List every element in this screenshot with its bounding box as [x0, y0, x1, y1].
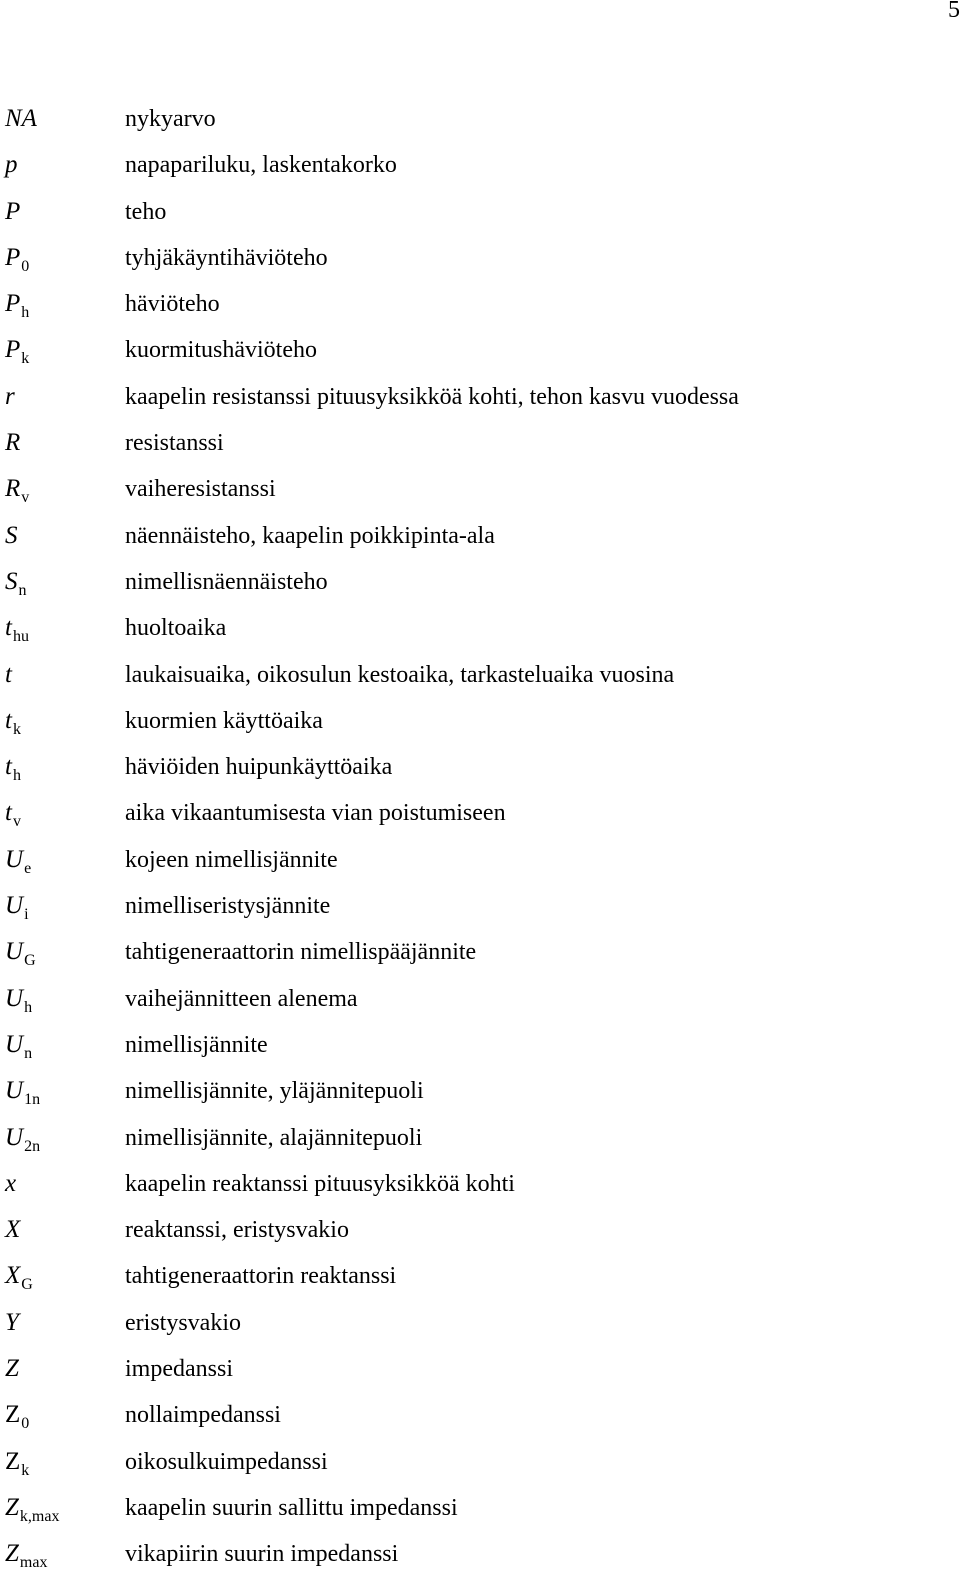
symbol: [5, 559, 27, 608]
symbol-subscript: k: [12, 720, 21, 738]
symbol-row: [0, 837, 960, 883]
symbol-base: x: [5, 1169, 17, 1197]
symbol-row: [0, 929, 960, 975]
symbol: [5, 652, 12, 698]
symbol-base: Z: [5, 1355, 19, 1383]
symbol-description: nimellisjännite, yläjännitepuoli: [125, 1078, 424, 1105]
symbol-row: [0, 1346, 960, 1392]
symbol: [5, 929, 36, 978]
symbol-description: vaiheresistanssi: [125, 476, 276, 503]
symbol-row: [0, 374, 960, 420]
symbol: [5, 1207, 20, 1253]
symbol-description: aika vikaantumisesta vian poistumiseen: [125, 800, 506, 827]
symbol-row: [0, 1531, 960, 1577]
symbol-base: X: [5, 1262, 21, 1290]
symbol: [5, 466, 29, 515]
symbol-description: kojeen nimellisjännite: [125, 846, 338, 873]
symbol-description: oikosulkuimpedanssi: [125, 1448, 328, 1475]
symbol: [5, 1161, 16, 1207]
symbol: [5, 698, 21, 747]
symbol-base: P: [5, 290, 21, 318]
symbol-row: [0, 1253, 960, 1299]
symbol-base: p: [5, 151, 18, 179]
symbol-subscript: G: [21, 1276, 33, 1294]
symbol-base: U: [5, 1030, 24, 1058]
symbol-description: kaapelin suurin sallittu impedanssi: [125, 1494, 458, 1521]
symbol-description: huoltoaika: [125, 615, 227, 642]
symbol-base: t: [5, 660, 12, 688]
symbol-base: U: [5, 984, 24, 1012]
symbol-row: [0, 883, 960, 929]
symbol-subscript: k: [21, 1461, 30, 1479]
symbol-base: X: [5, 1216, 21, 1244]
symbol-row: [0, 1068, 960, 1114]
symbol-description: häviöteho: [125, 291, 220, 318]
symbol: [5, 281, 29, 330]
symbol-row: [0, 420, 960, 466]
symbol-row: [0, 1207, 960, 1253]
symbol-description: näennäisteho, kaapelin poikkipinta-ala: [125, 522, 495, 549]
symbol-base: S: [5, 567, 18, 595]
symbol: [5, 744, 21, 793]
symbol-row: [0, 652, 960, 698]
symbol-base: U: [5, 845, 24, 873]
symbol-base: Z: [5, 1401, 21, 1429]
symbol-row: [0, 744, 960, 790]
symbol-description: teho: [125, 198, 167, 225]
symbol-base: t: [5, 706, 12, 734]
symbol-description: kaapelin reaktanssi pituusyksikköä kohti: [125, 1170, 515, 1197]
symbol-description: vikapiirin suurin impedanssi: [125, 1541, 399, 1568]
symbol-row: [0, 327, 960, 373]
symbol-base: P: [5, 197, 21, 225]
symbol: [5, 374, 15, 420]
symbol-base: U: [5, 1077, 24, 1105]
symbol-row: [0, 1022, 960, 1068]
symbol: [5, 837, 31, 886]
symbol-row: [0, 1439, 960, 1485]
symbol: [5, 790, 21, 839]
symbol-base: Z: [5, 1447, 21, 1475]
symbol-description: tyhjäkäyntihäviöteho: [125, 244, 328, 271]
symbol-description: resistanssi: [125, 430, 224, 457]
symbol-description: vaihejännitteen alenema: [125, 985, 358, 1012]
symbol-row: [0, 96, 960, 142]
symbol-list: [0, 96, 960, 1578]
symbol-subscript: max: [19, 1554, 48, 1572]
symbol-description: nimellisjännite, alajännitepuoli: [125, 1124, 423, 1151]
symbol-description: laukaisuaika, oikosulun kestoaika, tarkasteluaika vuosina: [125, 661, 675, 688]
symbol: [5, 1115, 40, 1164]
symbol: [5, 1439, 29, 1488]
symbol-subscript: v: [12, 813, 21, 831]
symbol-subscript: e: [24, 859, 32, 877]
symbol: [5, 1531, 47, 1580]
symbol-subscript: n: [24, 1044, 33, 1062]
symbol: [5, 1392, 29, 1441]
symbol-row: [0, 513, 960, 559]
symbol-base: Y: [5, 1308, 19, 1336]
symbol-subscript: h: [21, 304, 30, 322]
symbol-base: R: [5, 429, 21, 457]
symbol-subscript: hu: [12, 628, 29, 646]
page-number: 5: [948, 0, 960, 23]
symbol: [5, 142, 18, 188]
symbol-subscript: k: [21, 350, 30, 368]
symbol-base: R: [5, 475, 21, 503]
symbol-subscript: h: [24, 998, 33, 1016]
symbol-base: t: [5, 753, 12, 781]
symbol-description: impedanssi: [125, 1356, 233, 1383]
symbol: [5, 96, 37, 142]
symbol-base: r: [5, 382, 15, 410]
symbol-row: [0, 235, 960, 281]
symbol: [5, 189, 20, 235]
symbol-row: [0, 698, 960, 744]
symbol: [5, 235, 29, 284]
symbol-row: [0, 605, 960, 651]
symbol-subscript: 1n: [24, 1091, 41, 1109]
symbol-base: t: [5, 799, 12, 827]
symbol-subscript: 0: [21, 1415, 30, 1433]
symbol-subscript: k,max: [19, 1507, 60, 1525]
symbol-subscript: n: [18, 581, 27, 599]
symbol-row: [0, 976, 960, 1022]
symbol-description: kaapelin resistanssi pituusyksikköä kohti, tehon kasvu vuodessa: [125, 383, 739, 410]
symbol-subscript: h: [12, 767, 21, 785]
symbol-row: [0, 1392, 960, 1438]
symbol: [5, 883, 29, 932]
symbol-description: tahtigeneraattorin nimellispääjännite: [125, 939, 477, 966]
symbol-description: nimelliseristysjännite: [125, 893, 331, 920]
symbol-base: Z: [5, 1540, 19, 1568]
symbol: [5, 976, 32, 1025]
symbol-row: [0, 1300, 960, 1346]
symbol-subscript: 0: [21, 257, 30, 275]
symbol: [5, 1068, 40, 1117]
symbol-row: [0, 189, 960, 235]
symbol-row: [0, 142, 960, 188]
symbol-base: U: [5, 1123, 24, 1151]
symbol-base: Z: [5, 1493, 19, 1521]
symbol: [5, 420, 20, 466]
symbol: [5, 1346, 19, 1392]
symbol-base: NA: [5, 105, 37, 132]
symbol-description: nimellisjännite: [125, 1031, 268, 1058]
symbol-subscript: i: [24, 906, 29, 924]
symbol: [5, 1485, 59, 1534]
symbol: [5, 605, 29, 654]
symbol-description: kuormitushäviöteho: [125, 337, 317, 364]
symbol-base: P: [5, 243, 21, 271]
symbol-base: t: [5, 614, 12, 642]
symbol-subscript: 2n: [24, 1137, 41, 1155]
symbol-row: [0, 281, 960, 327]
symbol-description: tahtigeneraattorin reaktanssi: [125, 1263, 397, 1290]
symbol: [5, 1300, 19, 1346]
symbol: [5, 1253, 33, 1302]
symbol-description: kuormien käyttöaika: [125, 707, 323, 734]
symbol-subscript: G: [24, 952, 36, 970]
symbol: [5, 513, 18, 559]
symbol-description: nykyarvo: [125, 106, 216, 132]
symbol-description: häviöiden huipunkäyttöaika: [125, 754, 393, 781]
symbol-base: S: [5, 521, 18, 549]
symbol-base: P: [5, 336, 21, 364]
symbol-row: [0, 559, 960, 605]
symbol-description: nimellisnäennäisteho: [125, 568, 328, 595]
symbol-base: U: [5, 938, 24, 966]
symbol: [5, 1022, 32, 1071]
symbol-row: [0, 466, 960, 512]
symbol-row: [0, 790, 960, 836]
symbol-row: [0, 1161, 960, 1207]
symbol-row: [0, 1485, 960, 1531]
symbol-description: nollaimpedanssi: [125, 1402, 281, 1429]
symbol-row: [0, 1115, 960, 1161]
symbol-description: eristysvakio: [125, 1309, 241, 1336]
symbol-base: U: [5, 892, 24, 920]
symbol: [5, 327, 29, 376]
symbol-description: napapariluku, laskentakorko: [125, 152, 397, 179]
symbol-description: reaktanssi, eristysvakio: [125, 1217, 349, 1244]
symbol-subscript: v: [21, 489, 30, 507]
